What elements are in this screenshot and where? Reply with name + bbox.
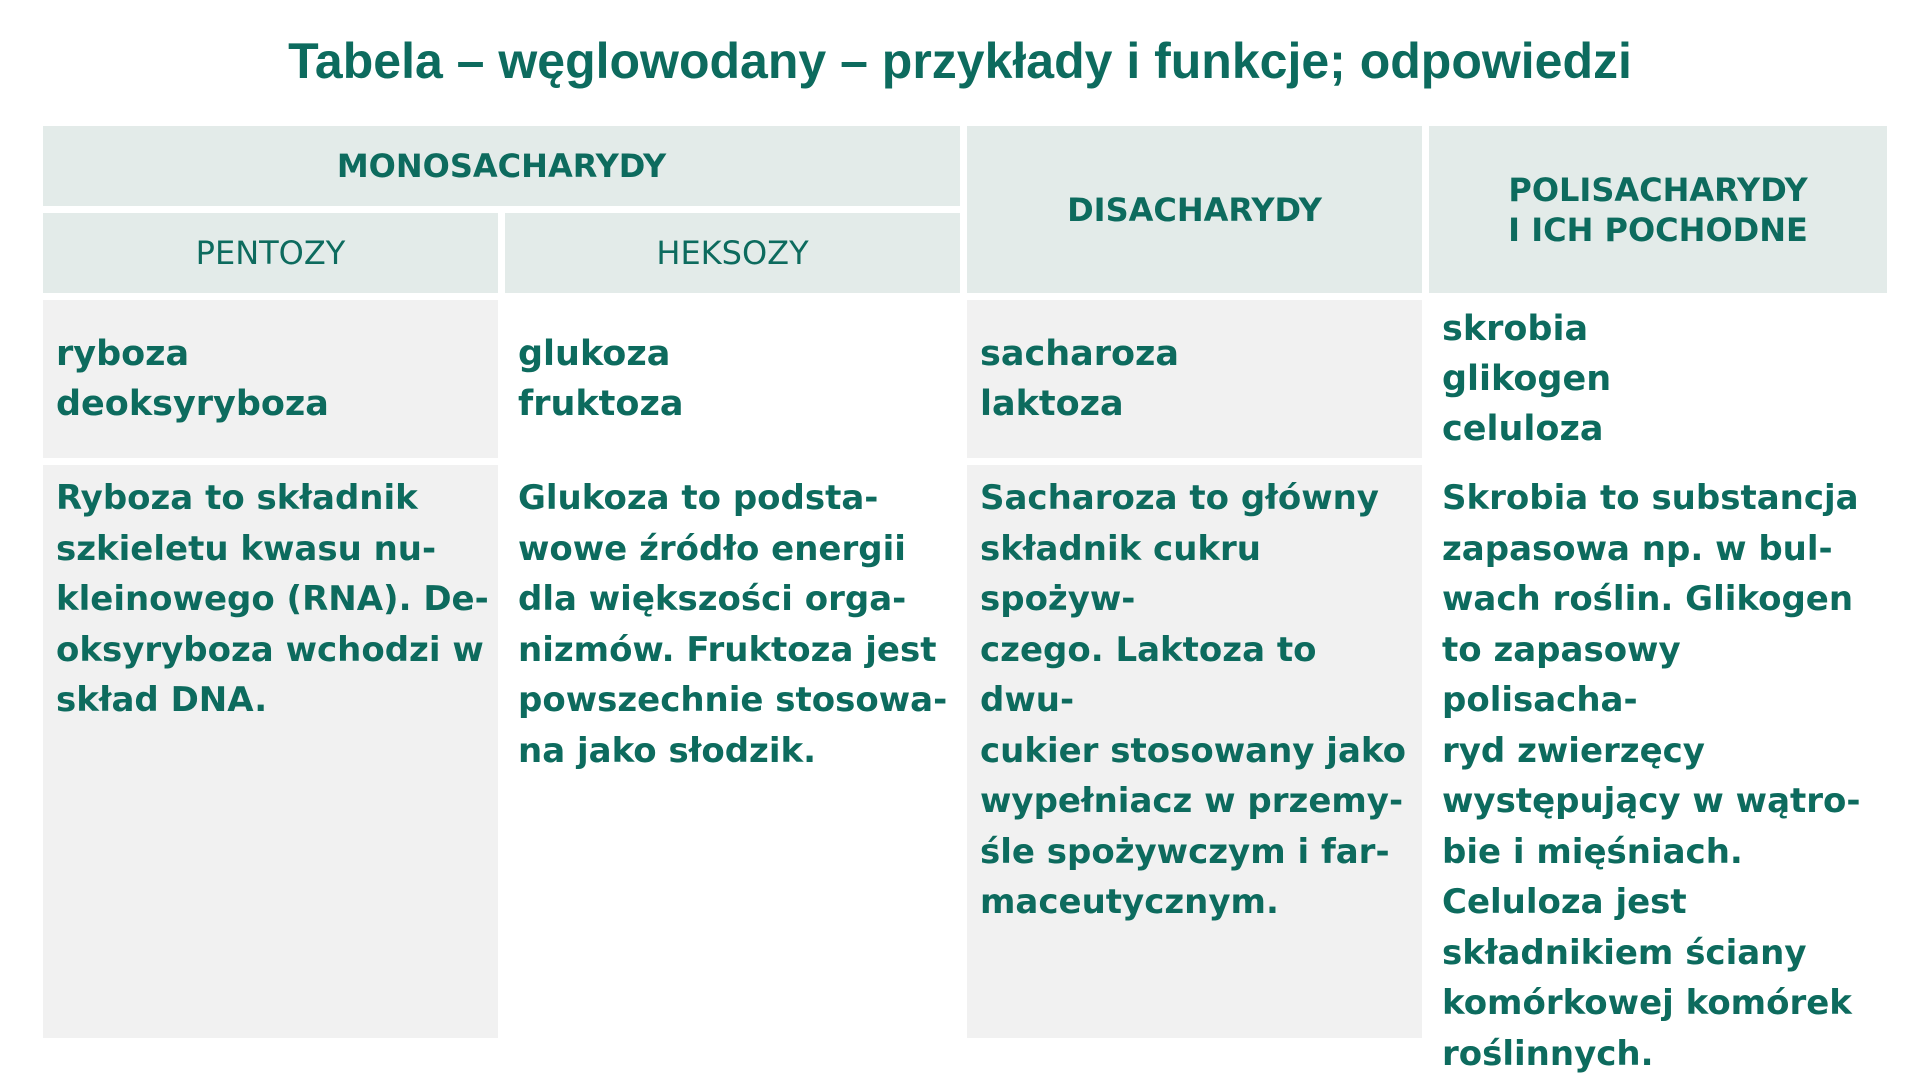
example-item: sacharoza bbox=[980, 334, 1180, 374]
page-title: Tabela – węglowodany – przykłady i funkcje; odpowiedzi bbox=[288, 33, 1632, 89]
description-disacharydy: Sacharoza to główny składnik cukru spożyw- czego. Laktoza to dwu- cukier stosowany jako wypełniacz w przemy- śle spożywczym i far- maceutycznym. bbox=[967, 465, 1422, 1038]
examples-heksozy bbox=[505, 300, 960, 458]
header-heksozy: HEKSOZY bbox=[505, 213, 960, 293]
header-polisacharydy-line-2: I ICH POCHODNE bbox=[1508, 210, 1808, 249]
header-polisacharydy bbox=[1429, 126, 1887, 293]
examples-disacharydy bbox=[967, 300, 1422, 458]
example-item: ryboza bbox=[56, 334, 190, 374]
example-item: celuloza bbox=[1442, 409, 1604, 449]
example-item: deoksyryboza bbox=[56, 384, 329, 424]
example-item: glukoza bbox=[518, 334, 671, 374]
description-polisacharydy: Skrobia to substancja zapasowa np. w bul- wach roślin. Glikogen to zapasowy polisacha- ryd zwierzęcy występujący w wątro- bie i mięśniach. Celuloza jest składnikiem ściany komórkowej komórek roślinnych. bbox=[1429, 465, 1887, 1038]
example-item: skrobia bbox=[1442, 309, 1589, 349]
example-item: laktoza bbox=[980, 384, 1124, 424]
header-pentozy: PENTOZY bbox=[43, 213, 498, 293]
example-item: glikogen bbox=[1442, 359, 1612, 399]
examples-pentozy bbox=[43, 300, 498, 458]
header-monosacharydy: MONOSACHARYDY bbox=[43, 126, 960, 206]
header-polisacharydy-line-1: POLISACHARYDY bbox=[1508, 170, 1808, 209]
description-heksozy: Glukoza to podsta- wowe źródło energii dla większości orga- nizmów. Fruktoza jest powszechnie stosowa- na jako słodzik. bbox=[505, 465, 960, 1038]
examples-polisacharydy bbox=[1429, 300, 1887, 458]
example-item: fruktoza bbox=[518, 384, 684, 424]
description-pentozy: Ryboza to składnik szkieletu kwasu nu- kleinowego (RNA). De- oksyryboza wchodzi w skład DNA. bbox=[43, 465, 498, 1038]
header-disacharydy: DISACHARYDY bbox=[967, 126, 1422, 293]
